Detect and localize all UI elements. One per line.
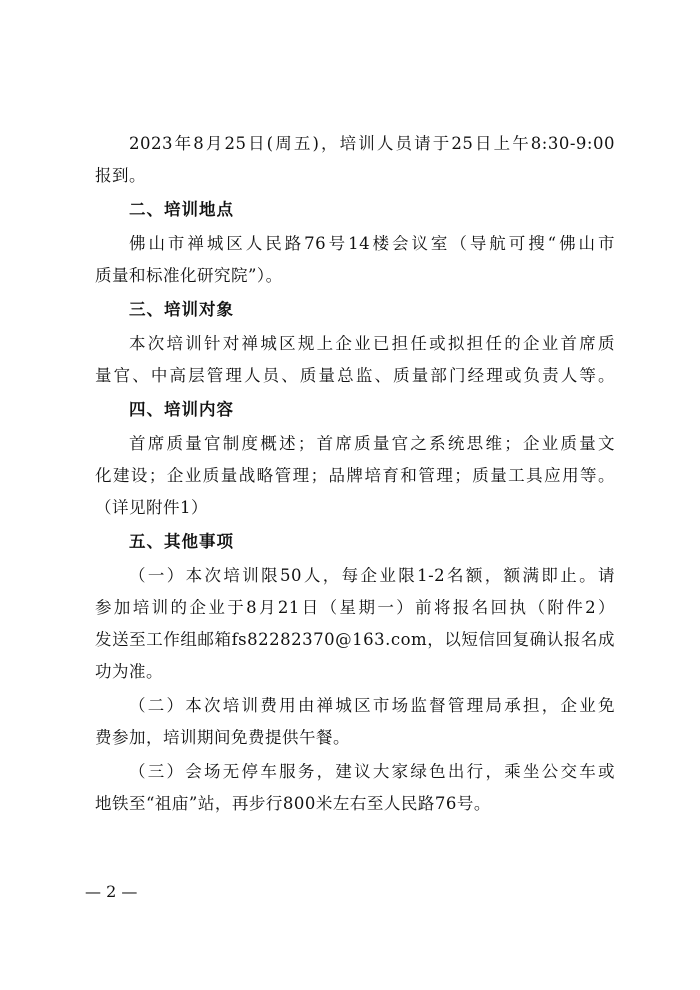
paragraph-content-line3: （详见附件1）	[95, 498, 208, 517]
paragraph-registration-line1: 2023年8月25日(周五)，培训人员请于25日上午8:30-9:00	[129, 134, 615, 153]
paragraph-item2-line2: 费参加，培训期间免费提供午餐。	[95, 728, 350, 747]
paragraph-content-line1: 首席质量官制度概述；首席质量官之系统思维；企业质量文	[129, 434, 615, 453]
paragraph-audience-line1: 本次培训针对禅城区规上企业已担任或拟担任的企业首席质	[129, 334, 615, 353]
paragraph-audience-line2: 量官、中高层管理人员、质量总监、质量部门经理或负责人等。	[95, 366, 615, 385]
heading-training-audience: 三、培训对象	[129, 300, 234, 319]
heading-training-content: 四、培训内容	[129, 400, 234, 419]
paragraph-content-line2: 化建设；企业质量战略管理；品牌培育和管理；质量工具应用等。	[95, 466, 615, 485]
paragraph-item1-line4: 功为准。	[95, 662, 163, 681]
paragraph-item1-line3: 发送至工作组邮箱fs82282370@163.com，以短信回复确认报名成	[95, 630, 615, 649]
heading-other-matters: 五、其他事项	[129, 532, 234, 551]
paragraph-item1-line1: （一）本次培训限50人，每企业限1-2名额，额满即止。请	[129, 566, 615, 585]
paragraph-item3-line1: （三）会场无停车服务，建议大家绿色出行，乘坐公交车或	[129, 762, 615, 781]
heading-training-location: 二、培训地点	[129, 200, 234, 219]
paragraph-location-line1: 佛山市禅城区人民路76号14楼会议室（导航可搜“佛山市	[129, 234, 615, 253]
paragraph-item1-line2: 参加培训的企业于8月21日（星期一）前将报名回执（附件2）	[95, 598, 615, 617]
paragraph-location-line2: 质量和标准化研究院”）。	[95, 266, 283, 285]
paragraph-item3-line2: 地铁至“祖庙”站，再步行800米左右至人民路76号。	[95, 794, 491, 813]
paragraph-registration-line2: 报到。	[95, 166, 146, 185]
page-number: — 2 —	[85, 882, 138, 901]
paragraph-item2-line1: （二）本次培训费用由禅城区市场监督管理局承担，企业免	[129, 696, 615, 715]
